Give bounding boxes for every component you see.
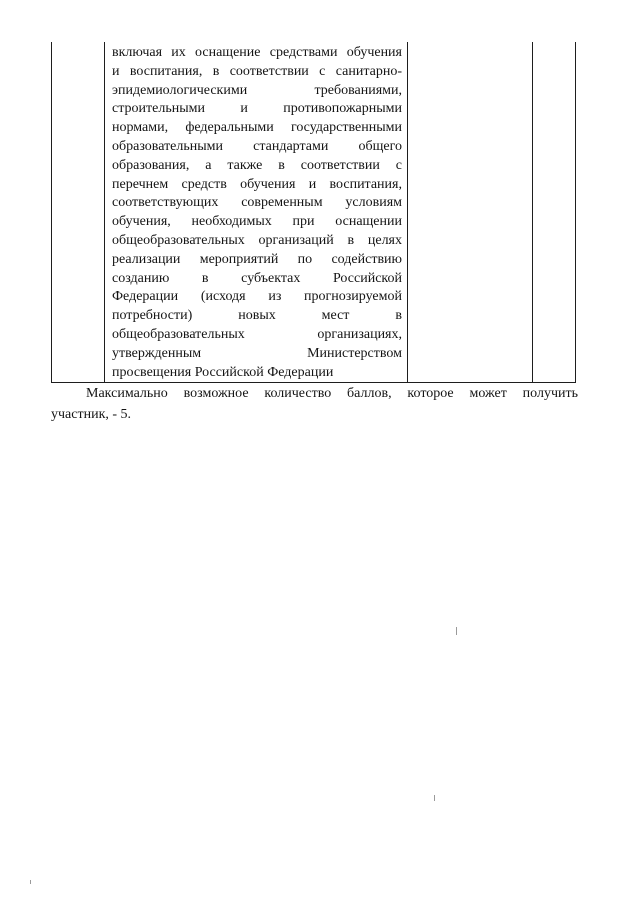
text-line: перечнем средств обучения и воспитания, [112, 176, 402, 192]
text-line: образовательными стандартами общего [112, 138, 402, 154]
text-line: просвещения Российской Федерации [112, 364, 334, 380]
note-line: участник, - 5. [51, 407, 132, 422]
text-line: соответствующих современным условиям [112, 195, 402, 211]
criterion-description [105, 42, 407, 382]
text-line: реализации мероприятий по содействию [112, 251, 402, 267]
text-line: утвержденным Министерством [112, 345, 402, 361]
table-cell-empty [533, 42, 576, 383]
text-line: нормами, федеральными государственными [112, 120, 402, 136]
text-line: и воспитания, в соответствии с санитарно- [112, 63, 402, 79]
note-line: Максимально возможное количество баллов, которое может получить [86, 386, 578, 401]
text-line: созданию в субъектах Российской [112, 270, 402, 286]
scan-speck [434, 795, 435, 801]
text-line: образования, а также в соответствии с [112, 157, 402, 173]
text-line: включая их оснащение средствами обучения [112, 45, 402, 60]
text-line: потребности) новых мест в [112, 308, 402, 324]
text-line: эпидемиологическими требованиями, [112, 82, 402, 98]
text-line: общеобразовательных организациях, [112, 326, 402, 342]
table-cell-empty [408, 42, 533, 383]
text-line: Федерации (исходя из прогнозируемой [112, 289, 402, 305]
criteria-table [51, 42, 576, 383]
table-cell-description [105, 42, 408, 383]
text-line: строительными и противопожарными [112, 101, 402, 117]
text-line: обучения, необходимых при оснащении [112, 214, 402, 230]
max-score-note [51, 383, 578, 425]
table-row [52, 42, 576, 383]
scan-speck [30, 880, 31, 884]
table-cell-number [52, 42, 105, 383]
text-line: общеобразовательных организаций в целях [112, 232, 402, 248]
scan-speck [456, 627, 457, 635]
